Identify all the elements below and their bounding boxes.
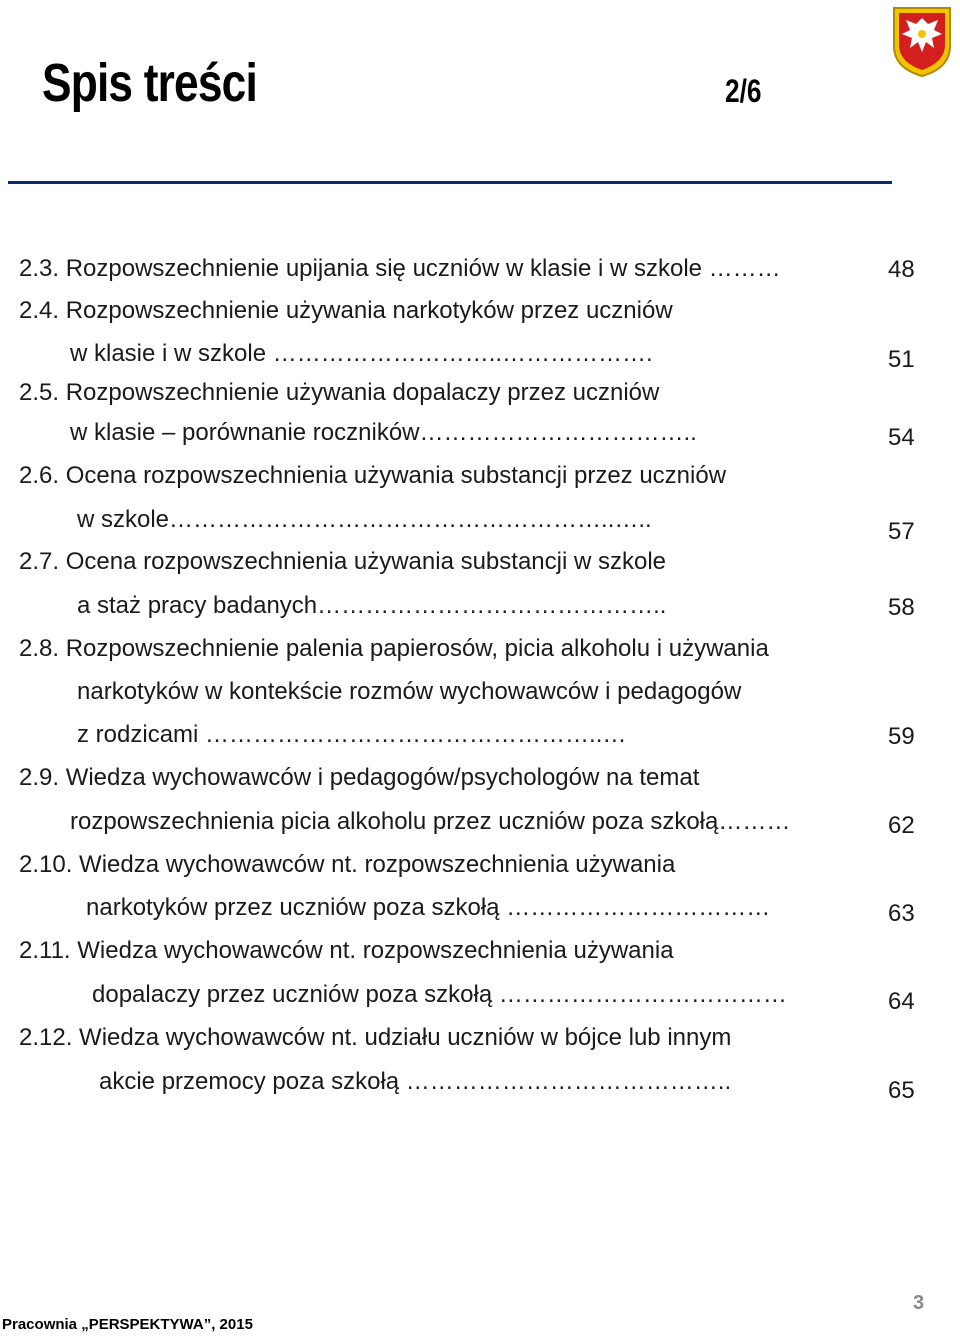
toc-line: 2.4. Rozpowszechnienie używania narkotyków przez uczniów [19, 297, 673, 324]
toc-page-number: 58 [888, 594, 915, 621]
toc-line: 2.10. Wiedza wychowawców nt. rozpowszechnienia używania [19, 851, 676, 878]
page-title: Spis treści [42, 53, 257, 113]
toc-line: rozpowszechnienia picia alkoholu przez uczniów poza szkołą……… [70, 808, 791, 835]
coat-of-arms-icon [890, 4, 954, 78]
page-number: 3 [913, 1292, 925, 1314]
toc-line: 2.12. Wiedza wychowawców nt. udziału uczniów w bójce lub innym [19, 1024, 732, 1051]
toc-line: w klasie i w szkole ………………………..………………. [70, 340, 653, 367]
toc-page-number: 63 [888, 900, 915, 927]
toc-page-number: 54 [888, 424, 915, 451]
toc-line: z rodzicami …………………………………………..… [77, 721, 627, 748]
toc-line: 2.3. Rozpowszechnienie upijania się uczniów w klasie i w szkole ……… [19, 255, 781, 282]
toc-line: dopalaczy przez uczniów poza szkołą ……………………………… [92, 981, 787, 1008]
page-fraction: 2/6 [725, 73, 762, 109]
toc-line: 2.5. Rozpowszechnienie używania dopalaczy przez uczniów [19, 379, 660, 406]
toc-page-number: 57 [888, 518, 915, 545]
toc-page-number: 64 [888, 988, 915, 1015]
toc-page-number: 51 [888, 346, 915, 373]
toc-line: 2.9. Wiedza wychowawców i pedagogów/psychologów na temat [19, 764, 700, 791]
toc-page-number: 65 [888, 1077, 915, 1104]
toc-page-number: 59 [888, 723, 915, 750]
toc-line: akcie przemocy poza szkołą ………………………………….. [99, 1068, 732, 1095]
toc-line: 2.6. Ocena rozpowszechnienia używania substancji przez uczniów [19, 462, 727, 489]
toc-line: w klasie – porównanie roczników…………………………….. [70, 419, 697, 446]
toc-page-number: 62 [888, 812, 915, 839]
toc-line: 2.8. Rozpowszechnienie palenia papierosów, picia alkoholu i używania [19, 635, 769, 662]
toc-line: w szkole………………………………………………..….. [77, 506, 652, 533]
header-divider [8, 181, 892, 184]
footer-credit: Pracownia „PERSPEKTYWA”, 2015 [2, 1316, 253, 1333]
toc-line: narkotyków przez uczniów poza szkołą …………………………… [86, 894, 771, 921]
toc-line: narkotyków w kontekście rozmów wychowawców i pedagogów [77, 678, 742, 705]
toc-page-number: 48 [888, 256, 915, 283]
toc-line: 2.7. Ocena rozpowszechnienia używania substancji w szkole [19, 548, 667, 575]
toc-line: a staż pracy badanych…………………………………….. [77, 592, 667, 619]
toc-line: 2.11. Wiedza wychowawców nt. rozpowszechnienia używania [19, 937, 674, 964]
